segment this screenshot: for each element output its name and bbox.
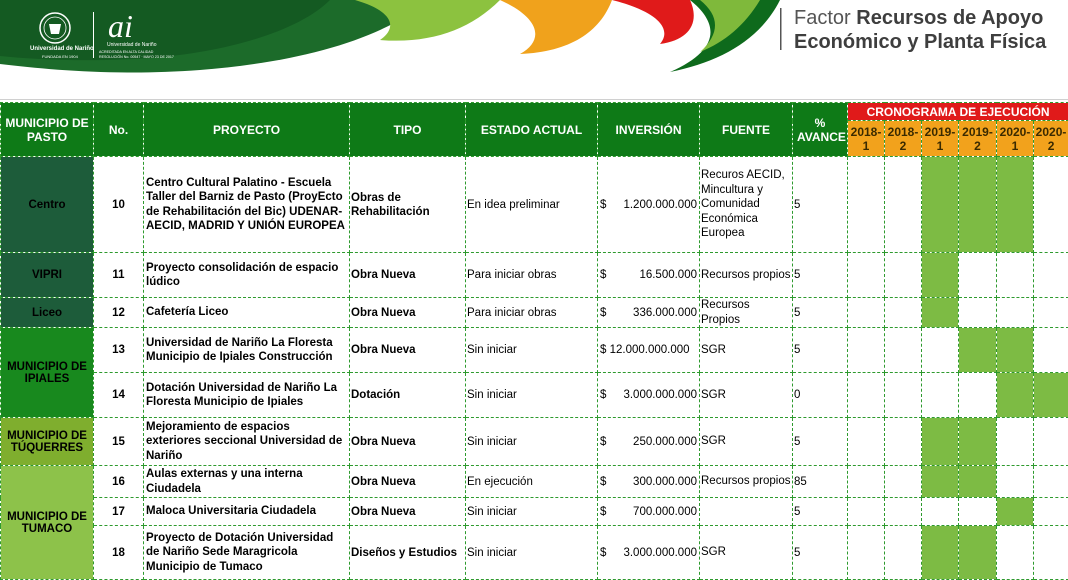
table-row: [1, 373, 1068, 418]
project-progress: 5: [793, 298, 848, 328]
municipality-cell: MUNICIPIO DE IPIALES: [1, 328, 94, 418]
municipality-cell: VIPRI: [1, 253, 94, 298]
project-name: Universidad de Nariño La Floresta Municipio de Ipiales Construcción: [144, 328, 350, 373]
project-source: Recursos propios: [700, 253, 793, 298]
schedule-cell: [848, 373, 885, 418]
header-fuente: FUENTE: [700, 103, 793, 157]
schedule-cell: [959, 418, 997, 466]
investment-amount: 12.000.000.000: [609, 344, 690, 356]
investment-amount: 1.200.000.000: [623, 198, 697, 211]
project-number: 16: [94, 466, 144, 498]
project-progress: 5: [793, 157, 848, 253]
project-status: Sin iniciar: [466, 328, 598, 373]
project-investment: [598, 157, 700, 253]
currency-symbol: $: [600, 198, 607, 211]
currency-symbol: $: [600, 546, 607, 559]
schedule-cell: [922, 418, 959, 466]
project-progress: 85: [793, 466, 848, 498]
schedule-cell: [848, 466, 885, 498]
table-row: [1, 328, 1068, 373]
schedule-cell: [922, 253, 959, 298]
project-source: SGR: [700, 328, 793, 373]
project-number: 12: [94, 298, 144, 328]
project-source: Recursos Propios: [700, 298, 793, 328]
schedule-cell: [959, 498, 997, 526]
project-status: En idea preliminar: [466, 157, 598, 253]
table-row: [1, 253, 1068, 298]
schedule-cell: [885, 253, 922, 298]
header-year: 2018-1: [848, 121, 885, 157]
project-name: Centro Cultural Palatino - Escuela Taller del Barniz de Pasto (ProyEcto de Rehabilitación del Bic) UDENAR- AECID, MADRID Y UNIÓN EUROPEA: [144, 157, 350, 253]
table-row: [1, 418, 1068, 466]
municipality-cell: MUNICIPIO DE TÚQUERRES: [1, 418, 94, 466]
schedule-cell: [959, 526, 997, 580]
project-number: 11: [94, 253, 144, 298]
schedule-cell: [885, 373, 922, 418]
header-cronograma: CRONOGRAMA DE EJECUCIÓN: [848, 103, 1068, 121]
schedule-cell: [997, 328, 1034, 373]
project-number: 17: [94, 498, 144, 526]
schedule-cell: [848, 253, 885, 298]
schedule-cell: [1034, 466, 1068, 498]
university-name: Universidad de Nariño: [30, 46, 94, 52]
project-type: Obra Nueva: [350, 298, 466, 328]
currency-symbol: $: [600, 344, 607, 356]
project-number: 18: [94, 526, 144, 580]
header-year: 2020-1: [997, 121, 1034, 157]
project-type: Dotación: [350, 373, 466, 418]
currency-symbol: $: [600, 389, 607, 401]
header-inversion: INVERSIÓN: [598, 103, 700, 157]
table-row: [1, 498, 1068, 526]
title-prefix: Factor: [794, 7, 851, 29]
schedule-cell: [848, 498, 885, 526]
project-source: Recursos propios: [700, 466, 793, 498]
schedule-cell: [922, 157, 959, 253]
schedule-cell: [922, 328, 959, 373]
header-estado: ESTADO ACTUAL: [466, 103, 598, 157]
project-status: Sin iniciar: [466, 526, 598, 580]
project-investment: [598, 253, 700, 298]
ai-logo: ai: [108, 8, 133, 44]
schedule-cell: [885, 328, 922, 373]
schedule-cell: [885, 157, 922, 253]
currency-symbol: $: [600, 505, 607, 518]
project-name: Aulas externas y una interna Ciudadela: [144, 466, 350, 498]
investment-amount: 3.000.000.000: [623, 546, 697, 559]
project-progress: 5: [793, 526, 848, 580]
schedule-cell: [997, 466, 1034, 498]
project-status: Para iniciar obras: [466, 253, 598, 298]
header-avance: % AVANCE: [793, 103, 848, 157]
project-investment: [598, 418, 700, 466]
header-proyecto: PROYECTO: [144, 103, 350, 157]
schedule-cell: [885, 298, 922, 328]
schedule-cell: [922, 498, 959, 526]
project-source: SGR: [700, 418, 793, 466]
project-type: Obra Nueva: [350, 466, 466, 498]
project-investment: [598, 498, 700, 526]
page-title: [794, 6, 1046, 54]
schedule-cell: [1034, 298, 1068, 328]
project-type: Obras de Rehabilitación: [350, 157, 466, 253]
municipality-cell: Liceo: [1, 298, 94, 328]
schedule-cell: [922, 526, 959, 580]
header-year: 2018-2: [885, 121, 922, 157]
schedule-cell: [848, 328, 885, 373]
municipality-cell: Centro: [1, 157, 94, 253]
project-status: Para iniciar obras: [466, 298, 598, 328]
project-number: 13: [94, 328, 144, 373]
header-municipio: MUNICIPIO DE PASTO: [1, 103, 94, 157]
currency-symbol: $: [600, 475, 607, 488]
schedule-cell: [1034, 498, 1068, 526]
schedule-cell: [885, 466, 922, 498]
investment-amount: 3.000.000.000: [623, 389, 697, 401]
project-name: Cafetería Liceo: [144, 298, 350, 328]
ai-logo-subtitle: Universidad de Nariño: [107, 42, 157, 48]
project-type: Diseños y Estudios: [350, 526, 466, 580]
project-source: Recuros AECID, Mincultura y Comunidad Económica Europea: [700, 157, 793, 253]
project-name: Proyecto consolidación de espacio lúdico: [144, 253, 350, 298]
project-number: 14: [94, 373, 144, 418]
project-progress: 5: [793, 328, 848, 373]
header-year: 2019-1: [922, 121, 959, 157]
table-row: [1, 526, 1068, 580]
schedule-cell: [997, 253, 1034, 298]
project-type: Obra Nueva: [350, 418, 466, 466]
project-status: Sin iniciar: [466, 418, 598, 466]
ai-cert-line-1: ACREDITADA EN ALTA CALIDAD: [99, 50, 154, 54]
header-banner: [0, 0, 1068, 100]
schedule-cell: [922, 466, 959, 498]
schedule-cell: [997, 373, 1034, 418]
project-schedule-table: [0, 102, 1068, 580]
header-tipo: TIPO: [350, 103, 466, 157]
project-name: Mejoramiento de espacios exteriores seccional Universidad de Nariño: [144, 418, 350, 466]
schedule-cell: [1034, 253, 1068, 298]
schedule-cell: [997, 298, 1034, 328]
schedule-cell: [997, 418, 1034, 466]
municipality-cell: MUNICIPIO DE TUMACO: [1, 466, 94, 580]
project-name: Proyecto de Dotación Universidad de Nariño Sede Maragricola Municipio de Tumaco: [144, 526, 350, 580]
schedule-cell: [997, 526, 1034, 580]
schedule-cell: [997, 157, 1034, 253]
investment-amount: 300.000.000: [633, 475, 697, 488]
schedule-cell: [1034, 373, 1068, 418]
schedule-cell: [848, 526, 885, 580]
project-investment: [598, 526, 700, 580]
schedule-cell: [959, 328, 997, 373]
schedule-cell: [885, 498, 922, 526]
schedule-cell: [848, 298, 885, 328]
project-status: Sin iniciar: [466, 498, 598, 526]
project-source: SGR: [700, 526, 793, 580]
schedule-cell: [848, 157, 885, 253]
investment-amount: 16.500.000: [639, 269, 697, 281]
project-investment: [598, 373, 700, 418]
project-investment: [598, 466, 700, 498]
investment-amount: 336.000.000: [633, 306, 697, 319]
title-line-2: Económico y Planta Física: [794, 31, 1047, 53]
project-number: 10: [94, 157, 144, 253]
schedule-cell: [1034, 157, 1068, 253]
currency-symbol: $: [600, 435, 607, 448]
project-investment: [598, 298, 700, 328]
schedule-cell: [922, 373, 959, 418]
header-year: 2020-2: [1034, 121, 1068, 157]
table-row: [1, 298, 1068, 328]
project-number: 15: [94, 418, 144, 466]
project-source: SGR: [700, 373, 793, 418]
investment-amount: 700.000.000: [633, 505, 697, 518]
currency-symbol: $: [600, 306, 607, 319]
project-type: Obra Nueva: [350, 498, 466, 526]
schedule-cell: [959, 373, 997, 418]
header-no: No.: [94, 103, 144, 157]
project-name: Dotación Universidad de Nariño La Floresta Municipio de Ipiales: [144, 373, 350, 418]
project-progress: 5: [793, 498, 848, 526]
schedule-cell: [885, 418, 922, 466]
schedule-cell: [997, 498, 1034, 526]
schedule-cell: [1034, 526, 1068, 580]
currency-symbol: $: [600, 269, 607, 281]
schedule-cell: [1034, 418, 1068, 466]
header-year: 2019-2: [959, 121, 997, 157]
project-name: Maloca Universitaria Ciudadela: [144, 498, 350, 526]
project-status: En ejecución: [466, 466, 598, 498]
project-status: Sin iniciar: [466, 373, 598, 418]
schedule-cell: [959, 253, 997, 298]
table-row: [1, 157, 1068, 253]
project-source: [700, 498, 793, 526]
schedule-cell: [1034, 328, 1068, 373]
project-progress: 5: [793, 253, 848, 298]
project-progress: 5: [793, 418, 848, 466]
project-type: Obra Nueva: [350, 328, 466, 373]
title-line-1: Recursos de Apoyo: [856, 7, 1044, 29]
schedule-cell: [885, 526, 922, 580]
schedule-cell: [959, 298, 997, 328]
university-founded: FUNDADA EN 1904: [42, 54, 78, 59]
schedule-cell: [848, 418, 885, 466]
project-type: Obra Nueva: [350, 253, 466, 298]
project-progress: 0: [793, 373, 848, 418]
project-investment: [598, 328, 700, 373]
ai-cert-line-2: RESOLUCIÓN No. 00547 · MAYO 23 DE 2017: [99, 55, 174, 59]
investment-amount: 250.000.000: [633, 435, 697, 448]
schedule-cell: [959, 157, 997, 253]
table-row: [1, 466, 1068, 498]
schedule-cell: [922, 298, 959, 328]
schedule-cell: [959, 466, 997, 498]
